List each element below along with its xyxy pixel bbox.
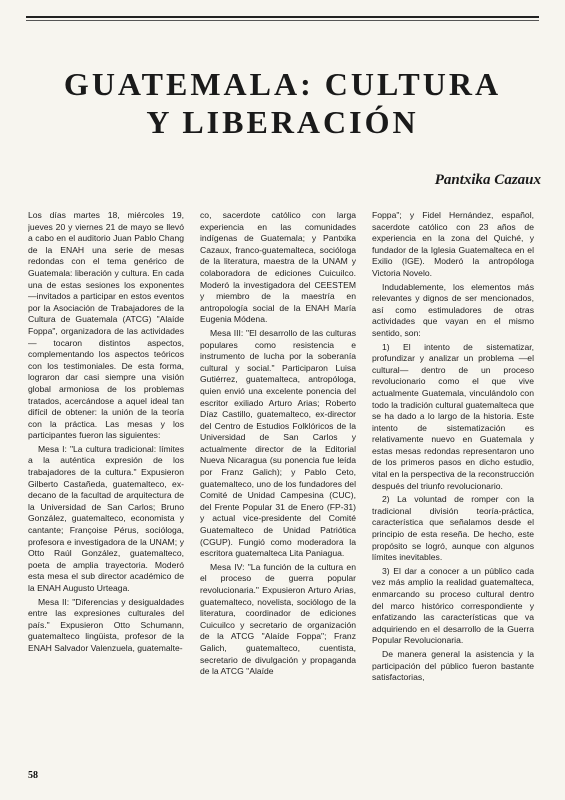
top-rule <box>26 16 539 18</box>
paragraph: co, sacerdote católico con larga experiencia en las comunidades indígenas de Guatemala; y Pantxika Cazaux, franco-guatemalteca, socióloga de la literatura, maestra de la UNAM y colaboradora de ediciones Cuicuilco. Moderó la investigadora del CEESTEM y miembro de la maestría en antropología social de la ENAH María Eugenia Módena. <box>200 210 356 325</box>
paragraph: Indudablemente, los elementos más relevantes y dignos de ser mencionados, así como estimuladores de otras actividades que vayan en el mismo sentido, son: <box>372 281 534 338</box>
page-number: 58 <box>28 770 38 781</box>
paragraph: 1) El intento de sistematizar, profundizar y analizar un problema —el cultural— dentro de un proceso revolucionario como el que vive actualmente Guatemala, vinculándolo con todo la tradición cultural guatemalteca que se ha dado a lo largo de la historia. Este intento de sistematización es relativamente nuevo en Guatemala y estas mesas redondas representaron uno de los primeros pasos en dicho estudio, vital en la perspectiva de la reconstrucción después del triunfo revolucionario. <box>372 341 534 491</box>
article-title-line2: Y LIBERACIÓN <box>146 104 419 140</box>
top-rule-thin <box>26 20 539 21</box>
text-column-1 <box>28 210 184 765</box>
paragraph: Mesa II: "Diferencias y desigualdades entre las expresiones culturales del país." Expusieron Otto Schumann, guatemalteco lingüista, profesor de la ENAH Salvador Valenzuela, guatemalte- <box>28 596 184 653</box>
article-author: Pantxika Cazaux <box>434 172 541 188</box>
paragraph: Mesa IV: "La función de la cultura en el proceso de guerra popular revolucionaria." Expusieron Arturo Arias, guatemalteco, novelista, sociólogo de la literatura, coordinador de ediciones Cuicuilco y secretario de organización de la ATCG "Alaíde Foppa"; Franz Galich, guatemalteco, cuentista, secretario de divulgación y propaganda de la ATCG "Alaíde <box>200 561 356 677</box>
paragraph: De manera general la asistencia y la participación del público fueron bastante satisfactorias, <box>372 648 534 683</box>
paragraph: 2) La voluntad de romper con la tradicional división teoría-práctica, característica que señalamos desde el principio de esta reseña. De hecho, este propósito se logró, aunque con algunos límites inevitables. <box>372 494 534 563</box>
paragraph: 3) El dar a conocer a un público cada vez más amplio la realidad guatemalteca, enmarcando su proceso cultural dentro del marco histórico correspondiente y enfatizando las características que va adquiriendo en el desarrollo de la Guerra Popular Revolucionaria. <box>372 565 534 646</box>
text-column-3 <box>372 210 534 765</box>
paragraph: Los días martes 18, miércoles 19, jueves 20 y viernes 21 de mayo se llevó a cabo en el auditorio Juan Pablo Chang de la ENAH una serie de mesas redondas con el tema genérico de Guatemala: liberación y cultura. En cada una de estas sesiones los exponentes —invitados a participar en estos eventos por la Asociación de Trabajadores de la Cultura de Guatemala (ATCG) "Alaíde Foppa", organizadora de las actividades— tocaron distintos aspectos, complementando los aspectos teóricos con los testimoniales. De esta forma, lograron dar casi siempre una visión global armoniosa de los problemas tratados, acercándose a aquel ideal tan difícil de obtener: la unión de la teoría con la práctica. Las mesas y los participantes fueron las siguientes: <box>28 210 184 441</box>
article-title-line1: GUATEMALA: CULTURA <box>63 66 502 102</box>
text-column-2 <box>200 210 356 765</box>
paragraph: Foppa"; y Fidel Hernández, español, sacerdote católico con 23 años de experiencia en la zona del Quiché, y fundador de la Iglesia Guatemalteca en el Exilio (IGE). Moderó la antropóloga Victoria Novelo. <box>372 210 534 278</box>
paragraph: Mesa I: "La cultura tradicional: límites a la auténtica expresión de los trabajadores de la cultura." Expusieron Gilberto Castañeda, guatemalteco, ex-decano de la facultad de arquitectura de la Universidad de San Carlos; Bruno González, guatemalteco, economista y cantante; Françoise Pérus, socióloga, profesora e investigadora de la UNAM; y Otto Raúl González, guatemalteco, poeta de amplia trayectoria. Moderó esta mesa el sub director académico de la ENAH Augusto Urteaga. <box>28 443 184 593</box>
paragraph: Mesa III: "El desarrollo de las culturas populares como resistencia e instrumento de lucha por la soberanía cultural y social." Participaron Luisa Gutiérrez, guatemalteca, antropóloga, quien envió una excelente ponencia del escritor exiliado Arturo Arias; Roberto Díaz Castillo, guatemalteco, ex-director del Centro de Estudios Folklóricos de la Universidad de San Carlos y actualmente director de la Editorial Nueva Nicaragua (su ponencia fue leída por Franz Galich); y Pablo Ceto, guatemalteco, uno de los fundadores del Comité de Unidad Campesina (CUC), del Frente Popular 31 de Enero (FP-31) y actual vice-presidente del Comité Guatemalteco de Unidad Patriótica (CGUP). Fungió como moderadora la escritora guatemalteca Lita Paniagua. <box>200 327 356 559</box>
